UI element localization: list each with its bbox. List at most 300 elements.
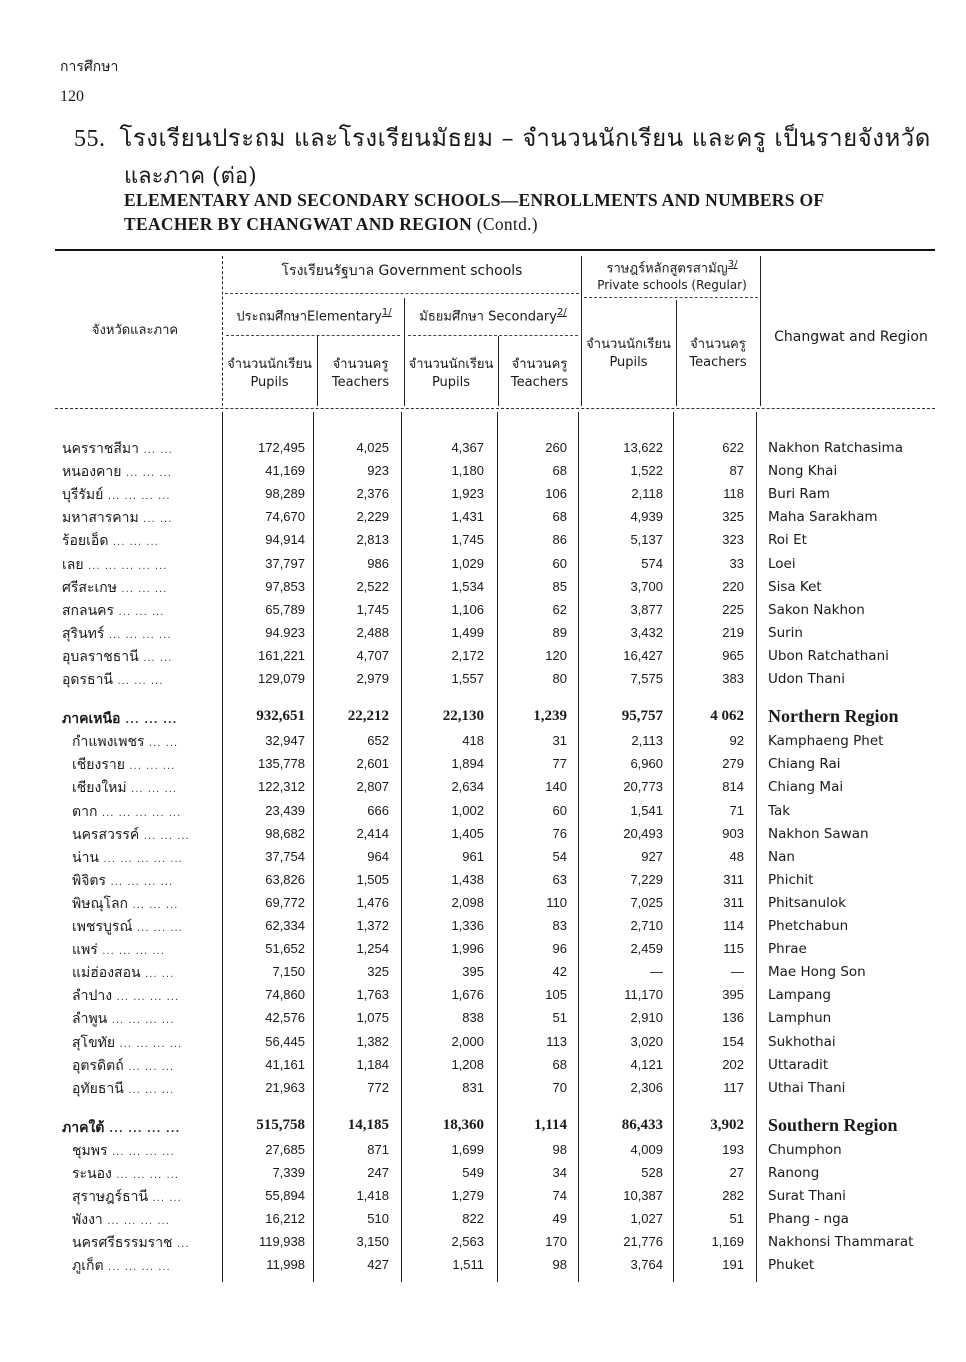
leader-dots: ... ... ... ... [119,1038,183,1050]
secondary-pupils-cell: 1,180 [451,463,484,479]
private-teachers-cell: 282 [722,1188,744,1204]
table-row [0,1078,966,1101]
leader-dots: ... ... ... [128,1084,175,1096]
private-teachers-cell: 202 [722,1056,744,1072]
leader-dots: ... [177,1239,190,1251]
changwat-thai [62,484,171,506]
secondary-teachers-cell: 105 [545,987,567,1003]
footnote-marker: 3/ [727,259,738,270]
elementary-teachers-cell: 1,184 [356,1056,389,1072]
secondary-pupils-cell: 1,438 [451,871,484,887]
leader-dots: ... ... [148,738,179,750]
header-bottom-rule [55,408,935,409]
elementary-pupils-cell: 74,670 [265,509,305,525]
header-teachers-thai: จำนวนครู [511,357,568,372]
changwat-english: Surin [768,624,803,641]
elementary-teachers-cell: 2,601 [356,756,389,772]
elementary-pupils-cell: 23,439 [265,802,305,818]
elementary-pupils-cell: 172,495 [258,440,305,455]
changwat-thai-name: สุรินทร์ [62,625,105,642]
private-pupils-cell: 7,229 [630,871,663,887]
private-teachers-cell: 136 [722,1010,744,1026]
secondary-teachers-cell: 110 [546,894,567,910]
private-teachers-cell: 115 [723,941,744,957]
table-row [0,1055,966,1078]
secondary-pupils-cell: 838 [462,1010,484,1026]
secondary-pupils-cell: 1,279 [451,1188,484,1204]
table-row [0,1032,966,1055]
changwat-thai [62,1117,180,1139]
secondary-pupils-cell: 2,172 [451,647,484,663]
changwat-english: Nakhon Sawan [768,825,869,842]
private-pupils-cell: 13,622 [623,440,663,455]
changwat-thai-name: สุราษฎร์ธานี [72,1189,149,1206]
changwat-english: Buri Ram [768,486,830,503]
elementary-pupils-cell: 7,339 [272,1165,305,1180]
table-title-english-text: TEACHER BY CHANGWAT AND REGION [124,214,473,234]
leader-dots: ... ... ... [121,583,168,595]
secondary-teachers-cell: 140 [545,779,567,795]
private-pupils-cell: 927 [641,848,663,864]
leader-dots: ... ... [145,969,175,981]
changwat-thai [72,1055,174,1077]
private-pupils-cell: 574 [641,555,663,571]
private-pupils-cell: 4,121 [630,1056,663,1072]
table-row [0,870,966,893]
changwat-english: Phetchabun [768,918,849,934]
private-pupils-cell: 16,427 [623,647,663,663]
private-teachers-cell: 92 [729,733,744,749]
elementary-pupils-cell: 74,860 [265,987,305,1003]
table-row [0,985,966,1008]
table-row [0,461,966,484]
table-row [0,939,966,962]
changwat-english: Ranong [768,1165,820,1181]
changwat-thai-name: ศรีสะเกษ [62,579,117,596]
leader-dots: ... ... [152,1193,182,1205]
table-title-thai-line1: โรงเรียนประถม และโรงเรียนมัธยม – จำนวนนักเรียน และครู เป็นรายจังหวัด [119,124,931,152]
divider [408,335,578,336]
changwat-thai [62,554,167,576]
leader-dots: ... ... ... [118,606,165,618]
elementary-pupils-cell: 65,789 [265,601,305,617]
changwat-thai [62,507,172,529]
table-row [0,530,966,553]
header-changwat-thai: จังหวัดและภาค [91,323,179,338]
private-teachers-cell: 27 [729,1165,744,1180]
private-pupils-cell: 528 [641,1165,663,1180]
private-teachers-cell: 4 062 [710,708,744,725]
changwat-english: Phuket [768,1257,815,1274]
elementary-teachers-cell: 1,476 [356,894,389,910]
changwat-thai [72,916,183,938]
elementary-teachers-cell: 1,382 [356,1033,389,1049]
secondary-pupils-cell: 1,996 [451,941,484,957]
elementary-teachers-cell: 1,763 [356,987,389,1003]
elementary-pupils-cell: 41,161 [265,1056,305,1072]
private-teachers-cell: 220 [722,578,744,594]
changwat-thai [62,646,172,668]
changwat-thai-name: อุตรดิตถ์ [72,1057,124,1074]
private-pupils-cell: 2,710 [630,918,663,933]
elementary-pupils-cell: 16,212 [265,1211,305,1227]
changwat-thai-name: พังงา [72,1212,103,1229]
elementary-pupils-cell: 41,169 [265,463,305,479]
elementary-pupils-cell: 129,079 [258,671,305,686]
changwat-english: Sukhothai [768,1033,836,1050]
private-pupils-cell: 5,137 [630,532,663,548]
elementary-teachers-cell: 923 [367,463,389,479]
changwat-english: Lamphun [768,1010,832,1027]
secondary-teachers-cell: 1,114 [534,1116,567,1133]
secondary-teachers-cell: 51 [552,1010,567,1026]
changwat-thai-name: เพชรบูรณ์ [72,919,133,935]
changwat-thai [72,893,178,915]
changwat-thai [72,1032,182,1054]
secondary-pupils-cell: 2,098 [451,894,484,910]
elementary-pupils-cell: 119,938 [258,1234,305,1250]
changwat-thai [72,939,165,961]
private-pupils-cell: 2,459 [630,941,663,957]
private-pupils-cell: 86,433 [621,1116,663,1133]
secondary-teachers-cell: 74 [552,1188,567,1204]
elementary-teachers-cell: 1,075 [356,1010,389,1026]
changwat-english: Chumphon [768,1141,842,1158]
secondary-teachers-cell: 60 [552,555,567,571]
table-row [0,484,966,507]
changwat-thai-name: ลำปาง [72,988,113,1005]
changwat-thai-name: เชียงราย [72,757,125,774]
private-teachers-cell: 154 [722,1033,744,1049]
elementary-pupils-cell: 63,826 [265,871,305,887]
changwat-english: Sisa Ket [768,578,822,595]
private-pupils-cell: 2,118 [631,486,663,502]
changwat-thai [62,623,172,645]
elementary-teachers-cell: 772 [367,1079,389,1095]
leader-dots: ... ... ... ... [111,1146,175,1158]
changwat-english: Phang - nga [768,1211,849,1228]
private-teachers-cell: 323 [722,532,744,548]
secondary-teachers-cell: 62 [552,601,567,617]
changwat-thai-name: ตาก [72,803,98,820]
table-row [0,1209,966,1232]
elementary-pupils-cell: 932,651 [256,708,305,725]
secondary-teachers-cell: 54 [552,848,567,864]
changwat-thai [72,1078,174,1100]
changwat-thai [72,870,173,892]
region-total-row [0,1114,966,1140]
secondary-teachers-cell: 96 [552,941,567,957]
changwat-thai [72,847,183,869]
leader-dots: ... ... [143,514,173,526]
private-pupils-cell: 95,757 [621,708,663,725]
changwat-english: Ubon Ratchathani [768,647,889,664]
header-private-teachers [676,336,760,372]
region-total-row [0,708,966,731]
elementary-pupils-cell: 122,312 [258,779,305,795]
changwat-thai-name: ร้อยเอ็ด [62,533,109,550]
elementary-pupils-cell: 27,685 [265,1141,305,1157]
elementary-pupils-cell: 11,998 [266,1257,305,1273]
elementary-teachers-cell: 325 [367,964,389,980]
changwat-english: Phitsanulok [768,894,846,911]
table-row [0,1255,966,1278]
table-row [0,1186,966,1209]
leader-dots: ... ... ... ... [116,992,180,1004]
elementary-teachers-cell: 2,414 [356,825,389,841]
leader-dots: ... ... ... ... [111,1015,175,1027]
changwat-thai-name: ภาคใต้ [62,1119,105,1136]
secondary-pupils-cell: 1,002 [451,802,484,818]
table-row [0,1163,966,1186]
page-number: 120 [60,88,84,105]
private-pupils-cell: 3,020 [630,1033,663,1049]
changwat-thai [62,669,163,691]
changwat-thai-name: แพร่ [72,942,98,959]
leader-dots: ... ... ... [128,1061,175,1073]
secondary-pupils-cell: 2,563 [451,1234,484,1250]
changwat-thai-name: เชียงใหม่ [72,780,127,797]
changwat-thai [72,801,181,823]
changwat-thai-name: อุทัยธานี [72,1080,124,1097]
elementary-teachers-cell: 427 [367,1257,389,1273]
leader-dots: ... ... ... [129,761,176,773]
elementary-teachers-cell: 2,813 [356,532,389,548]
secondary-teachers-cell: 68 [552,463,567,479]
elementary-teachers-cell: 510 [367,1211,389,1227]
leader-dots: ... ... ... [117,676,164,687]
header-teachers-english: Teachers [331,375,390,390]
elementary-teachers-cell: 1,505 [356,871,389,887]
changwat-thai [62,461,172,483]
changwat-thai [62,530,159,552]
private-pupils-cell: 3,877 [630,601,663,617]
divider [760,256,761,406]
changwat-thai [72,1140,175,1162]
elementary-pupils-cell: 7,150 [272,964,305,980]
elementary-pupils-cell: 32,947 [265,733,305,749]
header-teachers-english: Teachers [689,355,747,370]
elementary-pupils-cell: 21,963 [265,1079,305,1095]
header-pupils-english: Pupils [431,375,471,390]
secondary-pupils-cell: 18,360 [442,1116,484,1133]
elementary-pupils-cell: 135,778 [258,756,305,772]
secondary-pupils-cell: 961 [462,848,484,864]
changwat-english: Maha Sarakham [768,509,878,526]
table-row [0,962,966,985]
header-private-english: Private schools (Regular) [597,278,747,292]
table-top-rule [55,249,935,251]
changwat-thai [62,600,164,622]
secondary-teachers-cell: 42 [552,964,567,980]
leader-dots: ... ... [143,652,173,664]
elementary-pupils-cell: 98,682 [265,825,305,841]
elementary-teachers-cell: 1,372 [356,918,389,933]
leader-dots: ... ... ... ... [110,876,174,888]
secondary-teachers-cell: 34 [552,1165,567,1180]
header-elementary-pupils [222,356,317,392]
elementary-teachers-cell: 871 [367,1141,389,1157]
secondary-teachers-cell: 98 [552,1141,567,1157]
secondary-teachers-cell: 1,239 [533,708,567,725]
changwat-english: Roi Et [768,532,807,549]
secondary-teachers-cell: 85 [552,578,567,594]
elementary-pupils-cell: 515,758 [256,1116,305,1133]
changwat-thai [62,577,167,599]
table-row [0,646,966,669]
elementary-pupils-cell: 98,289 [265,486,305,502]
changwat-thai-name: น่าน [72,849,100,866]
private-teachers-cell: 118 [723,486,744,502]
changwat-thai [72,777,177,799]
secondary-pupils-cell: 1,336 [451,918,484,933]
elementary-teachers-cell: 2,488 [356,624,389,640]
leader-dots: ... ... ... [136,923,183,934]
private-teachers-cell: 965 [722,647,744,663]
changwat-english: Loei [768,555,796,572]
changwat-english: Uttaradit [768,1056,829,1073]
changwat-thai-name: หนองคาย [62,464,122,481]
header-changwat-english: Changwat and Region [774,329,928,345]
changwat-english: Northern Region [768,706,899,727]
changwat-thai-name: ลำพูน [72,1011,108,1028]
private-pupils-cell: 3,764 [630,1257,663,1273]
secondary-teachers-cell: 70 [552,1079,567,1095]
header-pupils-english: Pupils [250,375,289,390]
changwat-thai-name: ภูเก็ต [72,1258,104,1275]
secondary-teachers-cell: 60 [552,802,567,818]
private-teachers-cell: 87 [729,463,744,479]
private-teachers-cell: 117 [723,1079,744,1095]
private-pupils-cell: 2,306 [630,1079,663,1095]
table-row [0,1008,966,1031]
secondary-teachers-cell: 260 [545,440,567,455]
private-teachers-cell: 33 [729,555,744,571]
table-row [0,801,966,824]
changwat-thai-name: มหาสารคาม [62,510,139,527]
elementary-teachers-cell: 22,212 [347,708,389,725]
table-row [0,731,966,754]
elementary-teachers-cell: 2,807 [356,779,389,795]
private-pupils-cell: 7,025 [630,894,663,910]
secondary-pupils-cell: 22,130 [442,708,484,725]
changwat-thai [72,962,174,984]
secondary-pupils-cell: 1,106 [451,601,484,617]
secondary-pupils-cell: 1,699 [451,1141,484,1157]
secondary-teachers-cell: 68 [552,509,567,525]
changwat-thai [62,438,173,460]
header-private-thai [584,256,760,278]
leader-dots: ... ... [143,445,173,456]
private-teachers-cell: 114 [723,918,744,933]
private-teachers-cell: 311 [723,894,744,910]
private-pupils-cell: 10,387 [623,1188,663,1204]
elementary-teachers-cell: 652 [367,733,389,749]
changwat-thai-name: ภาคเหนือ [62,711,121,728]
private-teachers-cell: 219 [722,624,744,640]
elementary-pupils-cell: 97,853 [265,578,305,594]
leader-dots: ... ... ... ... ... [101,807,182,819]
table-row [0,623,966,646]
changwat-english: Nakhonsi Thammarat [768,1234,914,1251]
secondary-pupils-cell: 1,557 [451,671,484,686]
secondary-pupils-cell: 395 [462,964,484,980]
changwat-thai-name: บุรีรัมย์ [62,487,104,504]
leader-dots: ... ... ... [112,537,159,549]
changwat-thai-name: ชุมพร [72,1142,108,1159]
changwat-thai-name: อุบลราชธานี [62,648,139,665]
secondary-pupils-cell: 4,367 [451,440,484,455]
private-teachers-cell: 193 [722,1141,744,1157]
elementary-teachers-cell: 666 [367,802,389,818]
header-secondary-pupils [404,356,498,392]
table-title-thai [74,118,931,157]
secondary-pupils-cell: 549 [462,1165,484,1180]
changwat-english: Sakon Nakhon [768,601,865,618]
elementary-teachers-cell: 14,185 [347,1116,389,1133]
elementary-pupils-cell: 37,797 [265,555,305,571]
secondary-pupils-cell: 1,405 [451,825,484,841]
elementary-pupils-cell: 94,914 [265,532,305,548]
changwat-english: Phrae [768,941,807,958]
changwat-thai [72,1209,170,1231]
table-row [0,893,966,916]
elementary-teachers-cell: 1,254 [356,941,389,957]
elementary-pupils-cell: 37,754 [265,848,305,864]
secondary-pupils-cell: 831 [462,1079,484,1095]
changwat-thai [72,1255,171,1277]
secondary-pupils-cell: 2,634 [451,779,484,795]
secondary-teachers-cell: 80 [552,671,567,686]
elementary-teachers-cell: 4,707 [356,647,389,663]
secondary-teachers-cell: 68 [552,1056,567,1072]
elementary-teachers-cell: 247 [367,1165,389,1180]
table-row [0,754,966,777]
secondary-teachers-cell: 31 [552,733,567,749]
header-pupils-thai: จำนวนนักเรียน [227,357,312,372]
table-row [0,1232,966,1255]
changwat-english: Tak [768,802,791,819]
header-teachers-thai: จำนวนครู [332,357,389,372]
header-elementary [224,304,404,326]
changwat-thai [72,1186,182,1208]
header-secondary-text: มัธยมศึกษา Secondary [419,309,557,325]
divider [225,293,579,294]
elementary-teachers-cell: 2,229 [356,509,389,525]
table-title-english-line2 [124,214,538,235]
divider [226,335,400,336]
elementary-teachers-cell: 964 [367,848,389,864]
changwat-thai-name: นครศรีธรรมราช [72,1235,173,1252]
header-pupils-thai: จำนวนนักเรียน [586,337,671,352]
private-pupils-cell: 20,493 [623,825,663,841]
secondary-pupils-cell: 2,000 [451,1033,484,1049]
leader-dots: ... ... ... [132,899,179,911]
changwat-thai-name: พิจิตร [72,872,107,889]
changwat-thai-name: ระนอง [72,1166,112,1182]
secondary-pupils-cell: 1,923 [451,486,484,502]
changwat-thai [72,985,179,1007]
changwat-thai-name: นครสวรรค์ [72,826,140,843]
leader-dots: ... ... ... ... [107,491,171,503]
changwat-english: Chiang Mai [768,779,844,796]
private-teachers-cell: 622 [722,440,744,455]
header-pupils-english: Pupils [609,355,648,370]
secondary-pupils-cell: 1,029 [451,555,484,571]
leader-dots: ... ... ... ... [109,1123,181,1135]
private-pupils-cell: 21,776 [623,1234,663,1250]
private-teachers-cell: 225 [722,601,744,617]
